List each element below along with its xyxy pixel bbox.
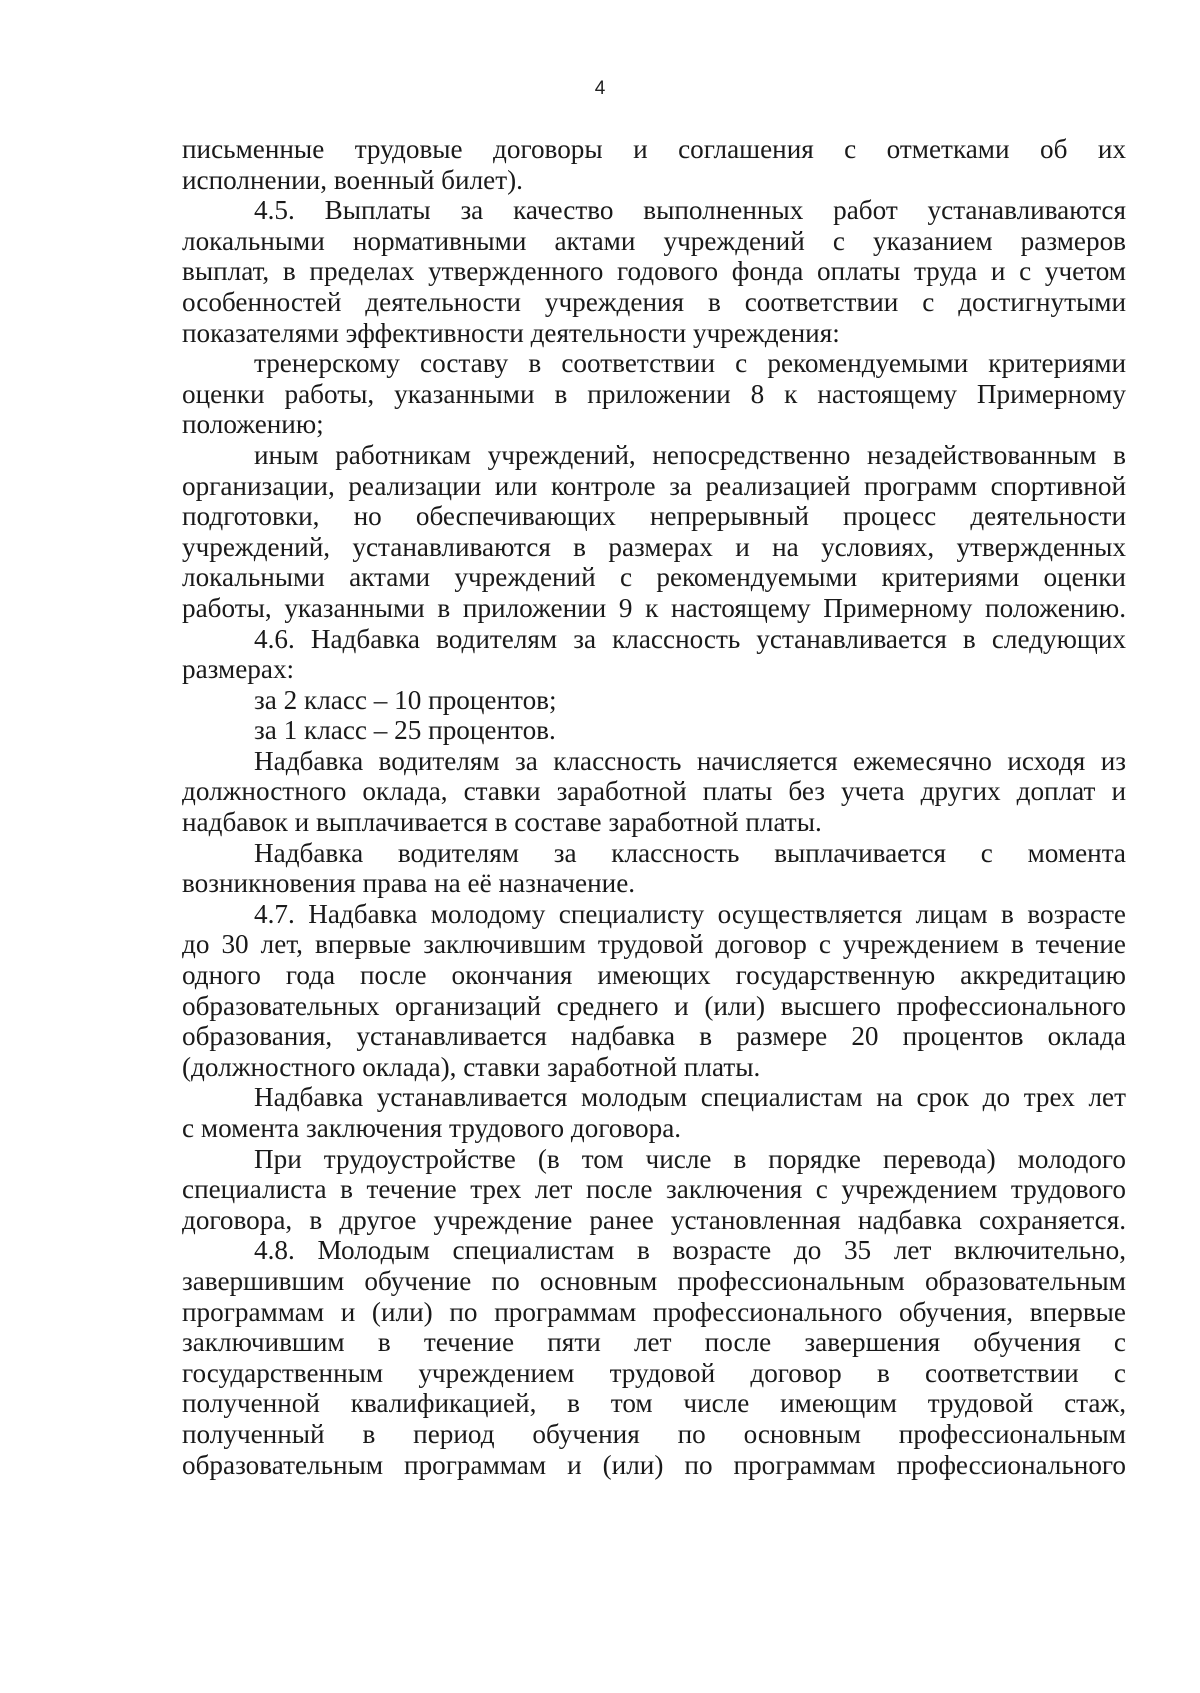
text-line: 4.8. Молодым специалистам в возрасте до 35 лет включительно, [254, 1235, 1126, 1266]
text-line: Надбавка устанавливается молодым специалистам на срок до трех лет [254, 1082, 1126, 1113]
text-line: иным работникам учреждений, непосредственно незадействованным в [254, 439, 1126, 470]
text-line: до 30 лет, впервые заключившим трудовой договор с учреждением в течение [182, 929, 1126, 960]
text-line: одного года после окончания имеющих государственную аккредитацию [182, 960, 1126, 991]
text-line: 4.5. Выплаты за качество выполненных работ устанавливаются [254, 195, 1126, 226]
text-line: заключившим в течение пяти лет после завершения обучения с [182, 1327, 1126, 1358]
text-line: возникновения права на её назначение. [182, 868, 636, 899]
text-line: образования, устанавливается надбавка в размере 20 процентов оклада [182, 1021, 1126, 1052]
text-line: локальными нормативными актами учреждений с указанием размеров [182, 225, 1126, 256]
text-line: (должностного оклада), ставки заработной платы. [182, 1051, 761, 1082]
text-line: учреждений, устанавливаются в размерах и на условиях, утвержденных [182, 531, 1126, 562]
text-line: надбавок и выплачивается в составе заработной платы. [182, 807, 822, 838]
text-line: полученной квалификацией, в том числе имеющим трудовой стаж, [182, 1388, 1126, 1419]
text-line: исполнении, военный билет). [182, 164, 523, 195]
text-line: Надбавка водителям за классность выплачивается с момента [254, 837, 1126, 868]
text-line: работы, указанными в приложении 9 к настоящему Примерному положению. [182, 592, 1126, 623]
page-number: 4 [594, 78, 606, 99]
text-line: должностного оклада, ставки заработной платы без учета других доплат и [182, 776, 1126, 807]
text-line: программам и (или) по программам профессионального обучения, впервые [182, 1296, 1126, 1327]
text-line: договора, в другое учреждение ранее установленная надбавка сохраняется. [182, 1204, 1126, 1235]
document-body [182, 134, 1126, 1480]
text-line: При трудоустройстве (в том числе в порядке перевода) молодого [254, 1143, 1126, 1174]
text-line: особенностей деятельности учреждения в соответствии с достигнутыми [182, 286, 1126, 317]
text-line: за 2 класс – 10 процентов; [254, 684, 557, 715]
text-line: образовательным программам и (или) по программам профессионального [182, 1449, 1126, 1480]
text-line: положению; [182, 409, 324, 440]
text-line: показателями эффективности деятельности учреждения: [182, 317, 840, 348]
text-line: письменные трудовые договоры и соглашения с отметками об их [182, 134, 1126, 164]
text-line: выплат, в пределах утвержденного годового фонда оплаты труда и с учетом [182, 256, 1126, 287]
text-line: размерах: [182, 654, 295, 685]
text-line: специалиста в течение трех лет после заключения с учреждением трудового [182, 1174, 1126, 1205]
text-line: за 1 класс – 25 процентов. [254, 715, 556, 746]
text-line: локальными актами учреждений с рекомендуемыми критериями оценки [182, 562, 1126, 593]
text-line: образовательных организаций среднего и (или) высшего профессионального [182, 990, 1126, 1021]
text-line: тренерскому составу в соответствии с рекомендуемыми критериями [254, 348, 1126, 379]
text-line: 4.7. Надбавка молодому специалисту осуществляется лицам в возрасте [254, 898, 1126, 929]
text-line: полученный в период обучения по основным профессиональным [182, 1418, 1126, 1449]
text-line: оценки работы, указанными в приложении 8 к настоящему Примерному [182, 378, 1126, 409]
text-line: Надбавка водителям за классность начисляется ежемесячно исходя из [254, 745, 1126, 776]
text-line: государственным учреждением трудовой договор в соответствии с [182, 1357, 1126, 1388]
text-line: 4.6. Надбавка водителям за классность устанавливается в следующих [254, 623, 1126, 654]
text-line: завершившим обучение по основным профессиональным образовательным [182, 1265, 1126, 1296]
text-line: подготовки, но обеспечивающих непрерывный процесс деятельности [182, 501, 1126, 532]
text-line: с момента заключения трудового договора. [182, 1113, 682, 1143]
text-line: организации, реализации или контроле за реализацией программ спортивной [182, 470, 1126, 501]
